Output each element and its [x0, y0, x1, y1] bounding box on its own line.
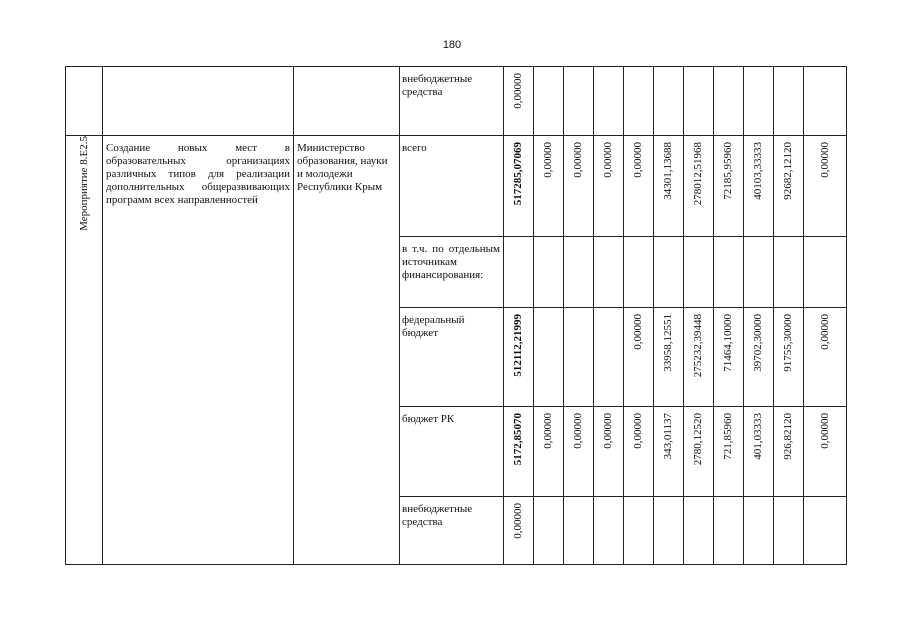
- measure-description-cell: [103, 136, 294, 565]
- funding-source-cell: [400, 67, 504, 136]
- year-value: 275232,39448: [692, 314, 704, 378]
- funding-source-label: в т.ч. по отдельным источникам финансирования:: [402, 243, 500, 281]
- measure-label-cell: [66, 136, 103, 565]
- table-row-total: [66, 136, 847, 237]
- year-value: 72185,95960: [722, 142, 734, 200]
- year-value: 0,00000: [632, 314, 644, 350]
- funding-source-cell: [400, 308, 504, 407]
- year-value: 278012,51968: [692, 142, 704, 206]
- total-cell: [504, 67, 534, 136]
- year-value: 2780,12520: [692, 413, 704, 466]
- table-row-offbudget-continued: [66, 67, 847, 136]
- year-value: 0,00000: [602, 142, 614, 178]
- year-value: 0,00000: [818, 413, 831, 449]
- funding-source-label: внебюджетные средства: [402, 73, 473, 98]
- total-value: 0,00000: [512, 73, 524, 109]
- funding-source-cell: [400, 407, 504, 497]
- year-value: 33958,12551: [662, 314, 674, 372]
- total-value: 0,00000: [512, 503, 524, 539]
- total-value: 5172,85070: [512, 413, 524, 466]
- funding-source-label: бюджет РК: [402, 413, 455, 425]
- executor-cell: [294, 136, 400, 565]
- empty-cell: [66, 67, 103, 136]
- year-value: 401,03333: [752, 413, 764, 460]
- measure-label: Мероприятие 8.E2.5: [77, 136, 90, 231]
- budget-table: [65, 66, 847, 565]
- year-value: 0,00000: [818, 314, 831, 350]
- total-cell: [504, 308, 534, 407]
- year-value: 91755,30000: [782, 314, 794, 372]
- total-value: 517285,07069: [512, 142, 524, 206]
- year-value: 0,00000: [542, 142, 554, 178]
- year-value: 0,00000: [572, 413, 584, 449]
- year-value: 0,00000: [818, 142, 831, 178]
- year-value: 0,00000: [572, 142, 584, 178]
- year-value: 0,00000: [632, 142, 644, 178]
- funding-source-label: всего: [402, 142, 427, 154]
- funding-source-cell: [400, 237, 504, 308]
- year-value: 926,82120: [782, 413, 794, 460]
- funding-source-label: внебюджетные средства: [402, 503, 473, 528]
- year-value: 0,00000: [602, 413, 614, 449]
- executor-name: Министерство образования, науки и молодежи Республики Крым: [297, 142, 388, 193]
- page-number: 180: [442, 39, 462, 51]
- funding-source-cell: [400, 497, 504, 565]
- year-value: 39702,30000: [752, 314, 764, 372]
- empty-cell: [103, 67, 294, 136]
- total-value: 512112,21999: [512, 314, 524, 377]
- year-value: 71464,10000: [722, 314, 734, 372]
- year-value: 0,00000: [632, 413, 644, 449]
- total-cell: [504, 497, 534, 565]
- year-value: 34301,13688: [662, 142, 674, 200]
- empty-cell: [294, 67, 400, 136]
- funding-source-label: федеральный бюджет: [402, 314, 465, 339]
- measure-description: Создание новых мест в образовательных организациях различных типов для реализации дополнительных общеразвивающих программ всех направленностей: [106, 142, 290, 206]
- budget-table-container: [65, 66, 847, 565]
- total-cell: [504, 407, 534, 497]
- year-value: 343,01137: [662, 413, 674, 460]
- year-value: 92682,12120: [782, 142, 794, 200]
- year-value: 721,85960: [722, 413, 734, 460]
- total-cell: [504, 136, 534, 237]
- year-value: 40103,33333: [752, 142, 764, 200]
- year-value: 0,00000: [542, 413, 554, 449]
- funding-source-cell: [400, 136, 504, 237]
